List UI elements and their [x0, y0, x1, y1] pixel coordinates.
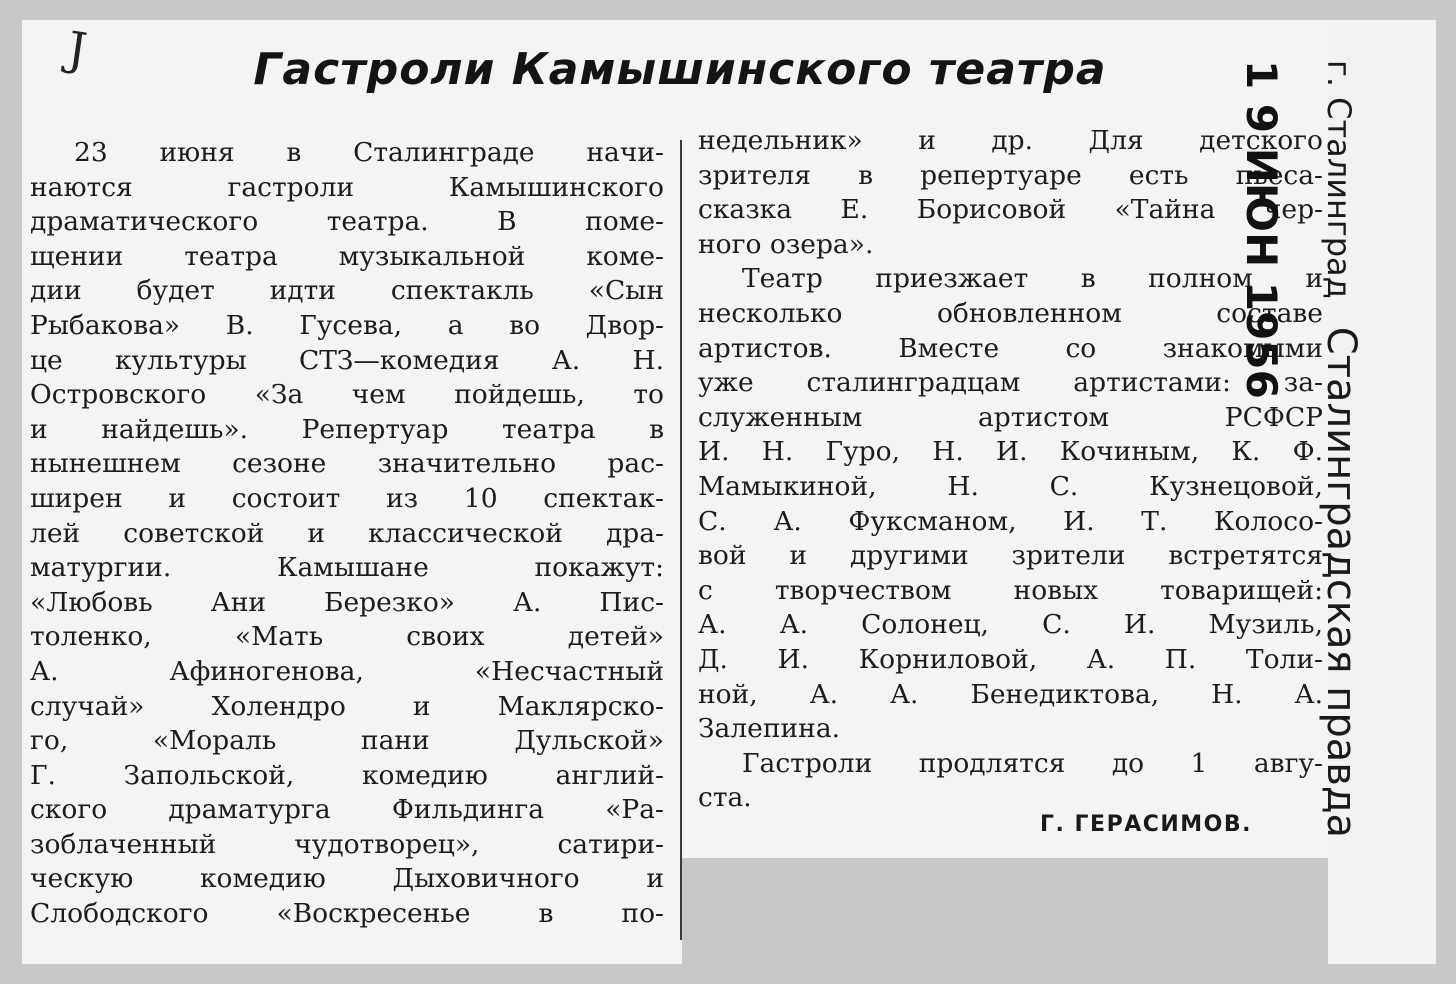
- article-headline: Гастроли Камышинского театра: [253, 44, 1107, 95]
- article-line: Рыбакова» В. Гусева, а во Двор-: [30, 309, 664, 341]
- article-line: сказка Е. Борисовой «Тайна чер-: [698, 194, 1323, 226]
- article-author: Г. ГЕРАСИМОВ.: [1040, 812, 1253, 837]
- article-line: С. А. Фуксманом, И. Т. Колосо-: [698, 505, 1323, 537]
- article-line: артистов. Вместе со знакомыми: [698, 332, 1323, 364]
- article-column-left: [30, 136, 664, 932]
- article-line: зоблаченный чудотворец», сатири-: [30, 828, 664, 860]
- article-line: дии будет идти спектакль «Сын: [30, 275, 664, 307]
- article-column-right: [698, 124, 1323, 816]
- article-line: ческую комедию Дыховичного и: [30, 863, 664, 895]
- article-line: с творчеством новых товарищей:: [698, 574, 1323, 606]
- article-line: Г. Запольской, комедию англий-: [30, 759, 664, 791]
- article-line: ной, А. А. Бенедиктова, Н. А.: [698, 678, 1323, 710]
- article-line: А. Афиногенова, «Несчастный: [30, 655, 664, 687]
- article-line: го, «Мораль пани Дульской»: [30, 725, 664, 757]
- column-divider: [680, 140, 682, 940]
- corner-mark: J: [64, 20, 91, 78]
- article-line: Островского «За чем пойдешь, то: [30, 379, 664, 411]
- article-line: уже сталинградцам артистами: за-: [698, 367, 1323, 399]
- article-line: Театр приезжает в полном и: [742, 263, 1323, 295]
- article-line: зрителя в репертуаре есть пьеса-: [698, 159, 1323, 191]
- archive-stamp-date: 1 9 ИЮН 1956: [1237, 60, 1286, 399]
- article-line: матургии. Камышане покажут:: [30, 552, 664, 584]
- article-line: лей советской и классической дра-: [30, 517, 664, 549]
- article-line: ста.: [698, 782, 752, 814]
- archive-stamp-newspaper: Сталинградская правда: [1318, 326, 1364, 839]
- article-line: толенко, «Мать своих детей»: [30, 621, 664, 653]
- article-line: и найдешь». Репертуар театра в: [30, 413, 664, 445]
- article-line: ширен и состоит из 10 спектак-: [30, 482, 664, 514]
- article-line: драматического театра. В поме-: [30, 206, 664, 238]
- article-line: ного озера».: [698, 228, 874, 260]
- article-line: ского драматурга Фильдинга «Ра-: [30, 794, 664, 826]
- article-line: вой и другими зрители встретятся: [698, 540, 1323, 572]
- article-line: служенным артистом РСФСР: [698, 401, 1323, 433]
- article-line: Мамыкиной, Н. С. Кузнецовой,: [698, 470, 1323, 502]
- article-line: А. А. Солонец, С. И. Музиль,: [698, 609, 1323, 641]
- archive-stamp-source: [1318, 60, 1364, 838]
- archive-stamp-city: г. Сталинград: [1320, 60, 1358, 299]
- article-line: недельник» и др. Для детского: [698, 125, 1323, 156]
- article-line: щении театра музыкальной коме-: [30, 240, 664, 272]
- article-line: несколько обновленном составе: [698, 297, 1323, 329]
- article-line: «Любовь Ани Березко» А. Пис-: [30, 586, 664, 618]
- article-line: Д. И. Корниловой, А. П. Толи-: [698, 643, 1323, 675]
- article-line: 23 июня в Сталинграде начи-: [74, 137, 664, 168]
- article-line: це культуры СТЗ—комедия А. Н.: [30, 344, 664, 376]
- article-line: случай» Холендро и Маклярско-: [30, 690, 664, 722]
- article-line: Гастроли продлятся до 1 авгу-: [742, 747, 1323, 779]
- article-line: нынешнем сезоне значительно рас-: [30, 448, 664, 480]
- article-line: И. Н. Гуро, Н. И. Кочиным, К. Ф.: [698, 436, 1323, 468]
- article-line: наются гастроли Камышинского: [30, 171, 664, 203]
- article-line: Слободского «Воскресенье в по-: [30, 898, 664, 930]
- article-line: Залепина.: [698, 713, 841, 745]
